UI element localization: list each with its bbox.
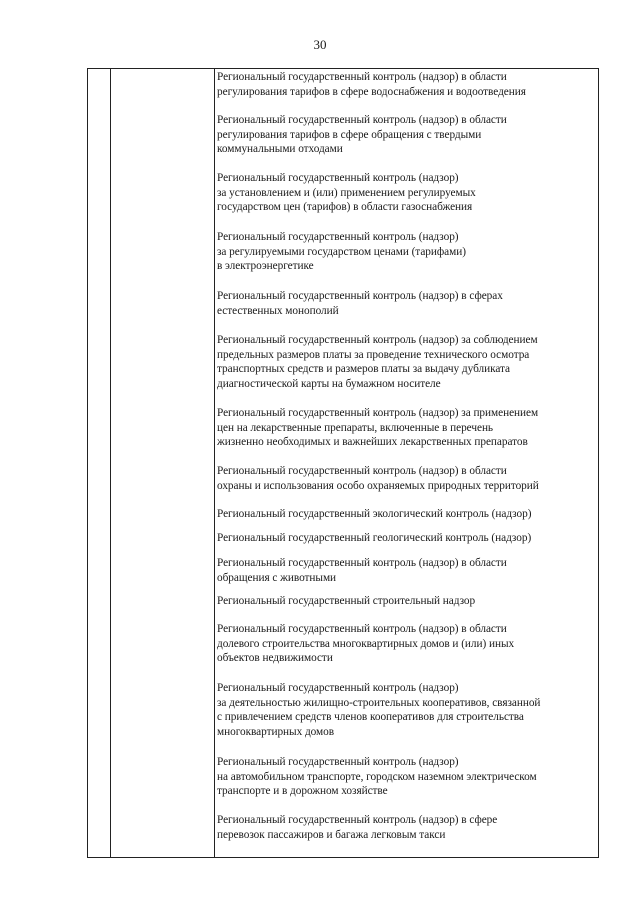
- table-cell-entry: [217, 171, 596, 215]
- entry-line: естественных монополий: [217, 304, 339, 317]
- entry-line: перевозок пассажиров и багажа легковым такси: [217, 828, 446, 841]
- table-cell-entry: [217, 531, 596, 546]
- entry-line: Региональный государственный экологический контроль (надзор): [217, 508, 532, 520]
- entry-line: объектов недвижимости: [217, 652, 333, 665]
- entries-column: [217, 69, 596, 857]
- entry-line: регулирования тарифов в сфере водоснабжения и водоотведения: [217, 85, 526, 98]
- entry-line: Региональный государственный контроль (надзор) за соблюдением: [217, 334, 538, 346]
- table-cell-entry: [217, 813, 596, 842]
- entry-line: Региональный государственный контроль (надзор) в сфере: [217, 814, 498, 826]
- entry-line: Региональный государственный строительный надзор: [217, 595, 476, 607]
- entry-line: Региональный государственный контроль (надзор) в области: [217, 465, 507, 477]
- entry-line: транспортных средств и размеров платы за выдачу дубликата: [217, 363, 510, 376]
- column-divider: [110, 69, 111, 857]
- entry-line: за установлением и (или) применением регулируемых: [217, 186, 476, 199]
- table-cell-entry: [217, 681, 596, 739]
- table-cell-entry: [217, 556, 596, 585]
- entry-line: обращения с животными: [217, 571, 337, 584]
- table-cell-entry: [217, 464, 596, 493]
- table-cell-entry: [217, 333, 596, 391]
- table-cell-entry: [217, 113, 596, 157]
- entry-line: регулирования тарифов в сфере обращения с твердыми: [217, 128, 482, 141]
- entry-line: Региональный государственный контроль (надзор): [217, 231, 459, 243]
- table-cell-entry: [217, 507, 596, 522]
- entry-line: государством цен (тарифов) в области газоснабжения: [217, 201, 473, 214]
- table-cell-entry: [217, 594, 596, 609]
- entry-line: охраны и использования особо охраняемых природных территорий: [217, 479, 539, 492]
- entry-line: Региональный государственный контроль (надзор) в сферах: [217, 290, 503, 302]
- entry-line: диагностической карты на бумажном носителе: [217, 377, 441, 390]
- entry-line: жизненно необходимых и важнейших лекарственных препаратов: [217, 436, 528, 449]
- entry-line: Региональный государственный контроль (надзор) за применением: [217, 407, 539, 419]
- entry-line: за регулируемыми государством ценами (тарифами): [217, 245, 466, 258]
- entry-line: транспорте и в дорожном хозяйстве: [217, 785, 388, 798]
- entry-line: в электроэнергетике: [217, 260, 314, 273]
- entry-line: за деятельностью жилищно-строительных кооперативов, связанной: [217, 696, 541, 709]
- entry-line: многоквартирных домов: [217, 725, 335, 738]
- entry-line: Региональный государственный контроль (надзор) в области: [217, 557, 507, 569]
- entry-line: коммунальными отходами: [217, 143, 343, 156]
- control-types-table: [87, 68, 599, 858]
- entry-line: Региональный государственный контроль (надзор) в области: [217, 623, 507, 635]
- entry-line: Региональный государственный геологический контроль (надзор): [217, 532, 532, 544]
- entry-line: Региональный государственный контроль (надзор) в области: [217, 71, 507, 83]
- column-divider: [214, 69, 215, 857]
- table-cell-entry: [217, 289, 596, 318]
- entry-line: с привлечением средств членов кооперативов для строительства: [217, 711, 524, 724]
- page-number: 30: [313, 37, 327, 52]
- table-cell-entry: [217, 70, 596, 99]
- entry-line: Региональный государственный контроль (надзор): [217, 172, 459, 184]
- table-cell-entry: [217, 755, 596, 799]
- entry-line: долевого строительства многоквартирных домов и (или) иных: [217, 637, 515, 650]
- table-cell-entry: [217, 406, 596, 450]
- entry-line: предельных размеров платы за проведение технического осмотра: [217, 348, 530, 361]
- entry-line: цен на лекарственные препараты, включенные в перечень: [217, 421, 494, 434]
- entry-line: Региональный государственный контроль (надзор): [217, 682, 459, 694]
- entry-line: Региональный государственный контроль (надзор): [217, 756, 459, 768]
- table-cell-entry: [217, 230, 596, 274]
- entry-line: Региональный государственный контроль (надзор) в области: [217, 114, 507, 126]
- table-cell-entry: [217, 622, 596, 666]
- entry-line: на автомобильном транспорте, городском наземном электрическом: [217, 770, 537, 783]
